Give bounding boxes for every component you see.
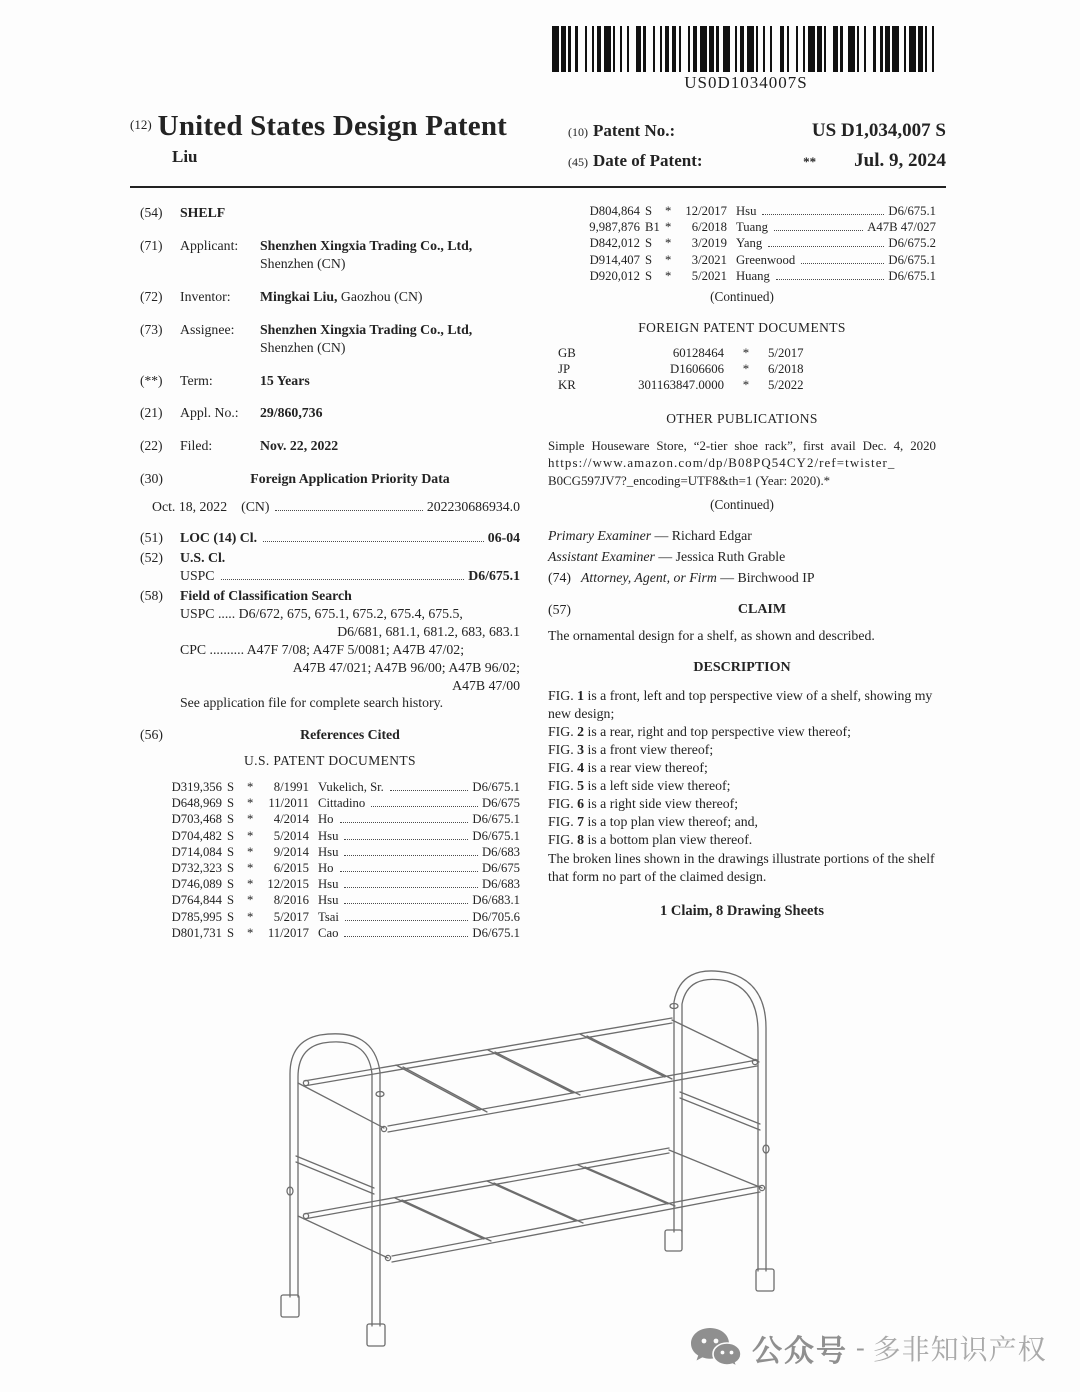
priority-row — [152, 498, 520, 516]
uspc-label: USPC — [180, 567, 215, 583]
ref-country: GB — [558, 346, 576, 361]
ref-star: * — [665, 236, 672, 251]
ref-date: 6/2018 — [768, 362, 804, 377]
other-publications-heading: OTHER PUBLICATIONS — [666, 411, 818, 427]
fig-word: FIG. — [548, 795, 574, 811]
attorney-label: Attorney, Agent, or Firm — [581, 570, 717, 586]
attorney-value — [581, 569, 815, 587]
ref-classification: D6/675.1 — [888, 204, 936, 218]
ref-star: * — [247, 893, 254, 908]
loc-label: LOC (14) Cl. — [180, 530, 258, 546]
figure-description-line — [548, 741, 936, 759]
section-21-appl-no — [140, 404, 520, 422]
dot-leader — [776, 279, 885, 280]
section-51-loc — [140, 529, 520, 547]
ref-kind-code: S — [227, 844, 235, 859]
ref-date: 5/2021 — [691, 268, 727, 283]
figure-description-line — [548, 687, 936, 723]
left-column — [140, 204, 520, 945]
us-cl-lines — [180, 549, 520, 585]
ref-country: KR — [558, 378, 576, 393]
right-column — [548, 204, 936, 920]
search-cpc-line: A47B 47/00 — [452, 677, 520, 693]
ref-number: D714,084 — [171, 844, 222, 859]
section-71-applicant — [140, 237, 520, 273]
us-reference-row — [158, 796, 520, 811]
ref-star: * — [665, 204, 672, 218]
watermark-account: 多非知识产权 — [872, 1334, 1047, 1365]
dot-leader — [774, 230, 863, 231]
section-number: (**) — [140, 372, 163, 388]
dot-leader — [263, 541, 484, 542]
us-reference-row — [158, 812, 520, 827]
field-label: Inventor: — [180, 288, 231, 304]
section-number: (21) — [140, 405, 163, 421]
barcode-icon — [552, 26, 940, 72]
figure-description-list — [548, 687, 936, 848]
term-value: 15 Years — [260, 372, 310, 388]
other-publications — [548, 438, 936, 490]
fig-word: FIG. — [548, 760, 574, 776]
search-cpc-line: A47B 47/021; A47B 96/00; A47B 96/02; — [292, 659, 520, 675]
ref-inventor: Cittadino — [318, 796, 366, 811]
us-reference-row — [158, 845, 520, 860]
ref-date: 8/2016 — [273, 893, 309, 908]
ref-kind-code: S — [227, 909, 235, 924]
ref-number: D764,844 — [171, 893, 222, 908]
dot-leader — [371, 806, 478, 807]
ref-number: D1606606 — [669, 362, 724, 377]
dot-leader — [344, 887, 477, 888]
priority-number: 202230686934.0 — [426, 499, 520, 515]
attorney-row — [548, 569, 936, 587]
ref-inventor: Tsai — [318, 909, 339, 924]
claim-heading: CLAIM — [737, 602, 787, 618]
field-of-search-label: Field of Classification Search — [180, 587, 352, 603]
us-patent-documents-heading: U.S. PATENT DOCUMENTS — [244, 753, 416, 769]
section-number: (30) — [140, 471, 163, 487]
ref-star: * — [742, 378, 750, 393]
ref-number: D842,012 — [589, 236, 640, 251]
dot-leader — [344, 839, 468, 840]
ref-star: * — [247, 925, 254, 940]
ref-classification: D6/675.1 — [472, 925, 520, 940]
foreign-references-table — [558, 346, 936, 394]
primary-examiner-row — [548, 527, 936, 545]
section-number: (74) — [548, 570, 571, 586]
ref-number: D801,731 — [171, 925, 222, 940]
ref-inventor: Hsu — [318, 828, 339, 843]
ref-kind-code: S — [227, 779, 235, 794]
ref-classification: D6/675 — [481, 796, 520, 811]
barcode-block — [552, 26, 940, 93]
ref-classification: D6/683 — [481, 877, 520, 892]
ref-country: JP — [558, 362, 571, 377]
priority-date: Oct. 18, 2022 — [152, 499, 228, 515]
ref-inventor: Vukelich, Sr. — [318, 779, 384, 794]
fig-text: is a front, left and top perspective view of a shelf, showing my new design; — [548, 688, 933, 722]
fig-word: FIG. — [548, 724, 574, 740]
ref-classification: D6/675.1 — [888, 268, 936, 283]
date-of-patent-row — [568, 150, 946, 172]
ref-star: * — [742, 346, 750, 361]
fig-word: FIG. — [548, 777, 574, 793]
publication-url-line: B0CG597JV7?_encoding=UTF8&th=1 (Year: 2020).* — [548, 473, 831, 488]
dot-leader — [344, 903, 468, 904]
ref-number: D804,864 — [589, 204, 640, 218]
assignee-name: Shenzhen Xingxia Trading Co., Ltd, — [260, 321, 473, 337]
search-cpc-line: CPC .......... A47F 7/08; A47F 5/0081; A47B 47/02; — [180, 641, 465, 657]
fig-number: 8 — [577, 831, 585, 847]
fig-number: 6 — [577, 795, 585, 811]
ref-date: 5/2022 — [768, 378, 804, 393]
ref-classification: D6/675.1 — [888, 252, 936, 267]
ref-number: 9,987,876 — [589, 220, 640, 235]
ref-date: 12/2017 — [685, 204, 727, 218]
ref-date: 3/2021 — [691, 252, 727, 267]
dot-leader — [345, 920, 468, 921]
ref-inventor: Tuang — [736, 220, 768, 235]
ref-number: D648,969 — [171, 796, 222, 811]
patent-no-code: (10) — [568, 125, 588, 139]
priority-heading: Foreign Application Priority Data — [250, 471, 450, 487]
ref-kind-code: S — [227, 828, 235, 843]
examiner-name: Jessica Ruth Grable — [675, 549, 786, 565]
continued-note: (Continued) — [710, 497, 774, 513]
section-number: (57) — [548, 602, 571, 618]
field-label: Applicant: — [180, 237, 239, 253]
ref-date: 4/2014 — [273, 812, 309, 827]
em-dash: — — [658, 549, 673, 565]
claim-header — [548, 601, 936, 619]
watermark-dash: - — [856, 1333, 865, 1362]
ref-inventor: Cao — [318, 925, 339, 940]
fig-word: FIG. — [548, 831, 574, 847]
foreign-patent-documents-heading: FOREIGN PATENT DOCUMENTS — [638, 319, 846, 335]
ref-date: 12/2015 — [267, 877, 309, 892]
ref-classification: D6/675 — [481, 861, 520, 875]
foreign-reference-row — [558, 378, 936, 394]
us-reference-row — [576, 269, 936, 284]
ref-star: * — [665, 268, 672, 283]
date-stars: ** — [803, 154, 817, 169]
ref-date: 5/2017 — [273, 909, 309, 924]
ref-date: 3/2019 — [691, 236, 727, 251]
invention-title: SHELF — [180, 205, 226, 220]
section-number: (71) — [140, 237, 163, 253]
ref-kind-code: S — [227, 812, 235, 827]
inventor-name: Mingkai Liu, — [260, 288, 338, 304]
fig-text: is a right side view thereof; — [584, 795, 739, 811]
ref-inventor: Hsu — [318, 844, 339, 859]
section-30-priority — [140, 470, 520, 488]
header-divider — [130, 186, 946, 188]
ref-kind-code: S — [227, 861, 235, 875]
loc-value: 06-04 — [487, 530, 520, 546]
patent-no-label: Patent No.: — [593, 121, 676, 140]
broken-lines-note: The broken lines shown in the drawings illustrate portions of the shelf that form no part of the claimed design. — [548, 850, 935, 884]
fig-text: is a rear, right and top perspective view thereof; — [584, 724, 851, 740]
ref-number: D746,089 — [171, 877, 222, 892]
figure-description-line — [548, 813, 936, 831]
dot-leader — [344, 855, 477, 856]
foreign-reference-row — [558, 346, 936, 362]
filing-date: Nov. 22, 2022 — [260, 438, 339, 454]
ref-classification: D6/683.1 — [472, 893, 520, 908]
ref-inventor: Greenwood — [736, 252, 796, 267]
ref-classification: D6/705.6 — [472, 909, 520, 924]
ref-date: 5/2017 — [768, 346, 804, 361]
section-number: (58) — [140, 587, 163, 603]
wechat-icon — [690, 1326, 742, 1370]
us-reference-row — [576, 220, 936, 235]
ref-classification: D6/675.1 — [472, 828, 520, 843]
ref-number: D703,468 — [171, 812, 222, 827]
figure-description-line — [548, 795, 936, 813]
ref-star: * — [247, 861, 254, 875]
ref-number: D732,323 — [171, 861, 222, 875]
priority-country: (CN) — [241, 499, 270, 515]
ref-number: D785,995 — [171, 909, 222, 924]
ref-inventor: Hsu — [736, 204, 757, 218]
section-54-title — [140, 204, 520, 222]
dot-leader — [801, 263, 884, 264]
em-dash: — — [720, 570, 735, 586]
fig-number: 2 — [577, 724, 585, 740]
search-uspc-line: D6/681, 681.1, 681.2, 683, 683.1 — [337, 623, 520, 639]
applicant-name: Shenzhen Xingxia Trading Co., Ltd, — [260, 237, 473, 253]
dot-leader — [221, 579, 465, 580]
description-heading: DESCRIPTION — [693, 660, 791, 676]
fig-word: FIG. — [548, 688, 574, 704]
ref-classification: D6/675.1 — [472, 779, 520, 794]
header-right — [568, 120, 946, 180]
fig-word: FIG. — [548, 742, 574, 758]
inventor-value — [260, 288, 520, 306]
ref-star: * — [742, 362, 750, 377]
continued-note: (Continued) — [710, 288, 774, 304]
attorney-name: Birchwood IP — [737, 570, 815, 586]
fig-number: 1 — [577, 688, 585, 704]
ref-inventor: Hsu — [318, 877, 339, 892]
figure-description-line — [548, 777, 936, 795]
ref-classification: D6/675.1 — [472, 812, 520, 827]
claims-sheets-summary: 1 Claim, 8 Drawing Sheets — [660, 902, 824, 919]
fig-number: 7 — [577, 813, 585, 829]
us-reference-row — [576, 236, 936, 251]
examiner-label: Primary Examiner — [548, 528, 652, 544]
term-row — [140, 372, 520, 390]
uspc-line — [180, 567, 520, 585]
ref-star: * — [247, 779, 254, 794]
claim-text: The ornamental design for a shelf, as shown and described. — [548, 628, 875, 644]
ref-inventor: Ho — [318, 861, 334, 875]
dot-leader — [344, 936, 468, 937]
application-number: 29/860,736 — [260, 405, 323, 421]
ref-date: 11/2011 — [268, 796, 309, 811]
figure-description-line — [548, 723, 936, 741]
ref-kind-code: S — [227, 796, 235, 811]
us-reference-row — [158, 893, 520, 908]
ref-date: 5/2014 — [273, 828, 309, 843]
ref-number: 301163847.0000 — [638, 378, 724, 393]
section-number: (56) — [140, 727, 163, 743]
applicant-value — [260, 237, 520, 273]
section-number: (73) — [140, 321, 163, 337]
ref-date: 6/2018 — [691, 220, 727, 235]
ref-kind-code: S — [645, 204, 653, 218]
ref-inventor: Yang — [736, 236, 763, 251]
section-73-assignee — [140, 321, 520, 357]
dot-leader — [275, 510, 422, 511]
references-heading: References Cited — [300, 727, 400, 743]
ref-date: 11/2017 — [267, 925, 309, 940]
em-dash: — — [654, 528, 669, 544]
ref-number: D704,482 — [171, 828, 222, 843]
ref-date: 9/2014 — [273, 844, 309, 859]
ref-kind-code: S — [645, 252, 653, 267]
us-references-continued-table — [576, 204, 936, 284]
search-history-note: See application file for complete search history. — [180, 695, 444, 711]
section-number: (52) — [140, 550, 163, 566]
inventor-city: Gaozhou (CN) — [337, 288, 423, 304]
figure-description-line — [548, 759, 936, 777]
ref-star: * — [247, 844, 254, 859]
fig-number: 5 — [577, 777, 585, 793]
field-label: Appl. No.: — [180, 405, 239, 421]
document-type-title: United States Design Patent — [157, 110, 508, 142]
ref-date: 8/1991 — [273, 779, 309, 794]
inventor-surname: Liu — [172, 147, 198, 166]
us-reference-row — [158, 861, 520, 876]
assignee-value — [260, 321, 520, 357]
fig-number: 4 — [577, 760, 585, 776]
us-reference-row — [158, 910, 520, 925]
us-reference-row — [576, 253, 936, 268]
section-72-inventor — [140, 288, 520, 306]
us-reference-row — [158, 926, 520, 941]
uspc-value: D6/675.1 — [468, 567, 520, 583]
field-of-search-lines — [180, 587, 520, 712]
ref-inventor: Huang — [736, 268, 770, 283]
ref-kind-code: B1 — [645, 220, 660, 235]
applicant-city: Shenzhen (CN) — [260, 255, 346, 271]
search-uspc-line: USPC ..... D6/672, 675, 675.1, 675.2, 675.4, 675.5, — [180, 605, 463, 621]
fig-text: is a left side view thereof; — [584, 777, 731, 793]
ref-kind-code: S — [227, 893, 235, 908]
fig-word: FIG. — [548, 813, 574, 829]
us-references-table — [158, 780, 520, 941]
ref-number: D319,356 — [171, 779, 222, 794]
ref-star: * — [247, 796, 254, 811]
ref-star: * — [247, 828, 254, 843]
ref-star: * — [665, 220, 672, 235]
field-label: Term: — [180, 372, 213, 388]
ref-kind-code: S — [645, 236, 653, 251]
ref-star: * — [665, 252, 672, 267]
section-22-filed — [140, 437, 520, 455]
header-left — [130, 110, 570, 167]
barcode-text: US0D1034007S — [684, 73, 808, 92]
section-52-us-cl — [140, 549, 520, 585]
loc-line — [180, 529, 520, 547]
field-label: Assignee: — [180, 321, 235, 337]
ref-number: D914,407 — [589, 252, 640, 267]
field-label: Filed: — [180, 438, 213, 454]
section-number: (54) — [140, 205, 163, 220]
date-label: Date of Patent: — [593, 151, 703, 170]
dot-leader — [762, 214, 884, 215]
ref-classification: D6/675.2 — [888, 236, 936, 251]
section-number: (72) — [140, 288, 163, 304]
ref-star: * — [247, 812, 254, 827]
ref-kind-code: S — [645, 268, 653, 283]
ref-number: 60128464 — [672, 346, 724, 361]
shelf-figure — [262, 944, 814, 1352]
watermark — [690, 1326, 1047, 1370]
section-number: (51) — [140, 530, 163, 546]
fig-text: is a front view thereof; — [584, 742, 714, 758]
ref-inventor: Hsu — [318, 893, 339, 908]
dot-leader — [768, 246, 884, 247]
ref-kind-code: S — [227, 877, 235, 892]
examiner-name: Richard Edgar — [671, 528, 752, 544]
shelf-drawing — [262, 944, 814, 1352]
fig-text: is a rear view thereof; — [584, 760, 708, 776]
examiner-label: Assistant Examiner — [548, 549, 655, 565]
section-58-field-of-search — [140, 587, 520, 712]
ref-star: * — [247, 909, 254, 924]
section-56-references — [140, 726, 520, 744]
section-number: (22) — [140, 438, 163, 454]
us-reference-row — [158, 829, 520, 844]
ref-kind-code: S — [227, 925, 235, 940]
foreign-reference-row — [558, 362, 936, 378]
us-reference-row — [158, 780, 520, 795]
us-reference-row — [158, 877, 520, 892]
ref-classification: A47B 47/027 — [867, 220, 936, 235]
fig-text: is a bottom plan view thereof. — [584, 831, 753, 847]
patent-number-row — [568, 120, 946, 142]
ref-number: D920,012 — [589, 268, 640, 283]
fig-number: 3 — [577, 742, 585, 758]
ref-classification: D6/683 — [481, 844, 520, 859]
dot-leader — [340, 822, 469, 823]
assistant-examiner-row — [548, 548, 936, 566]
fig-text: is a top plan view thereof; and, — [584, 813, 758, 829]
publication-url-line: https://www.amazon.com/dp/B08PQ54CY2/ref=twister_ — [548, 456, 896, 471]
dot-leader — [340, 871, 478, 872]
publication-line: Simple Houseware Store, “2-tier shoe rack”, first avail Dec. 4, 2020 — [548, 438, 936, 453]
us-cl-label: U.S. Cl. — [180, 550, 226, 566]
ref-star: * — [247, 877, 254, 892]
ref-inventor: Ho — [318, 812, 334, 827]
kind-code: (12) — [130, 117, 152, 132]
figure-description-line — [548, 831, 936, 849]
patent-no-value: US D1,034,007 S — [811, 120, 946, 141]
date-code: (45) — [568, 155, 588, 169]
assignee-city: Shenzhen (CN) — [260, 339, 346, 355]
ref-date: 6/2015 — [273, 861, 309, 875]
watermark-platform: 公众号 — [752, 1335, 848, 1368]
date-value: Jul. 9, 2024 — [854, 150, 946, 171]
us-reference-row — [576, 204, 936, 219]
dot-leader — [390, 790, 469, 791]
